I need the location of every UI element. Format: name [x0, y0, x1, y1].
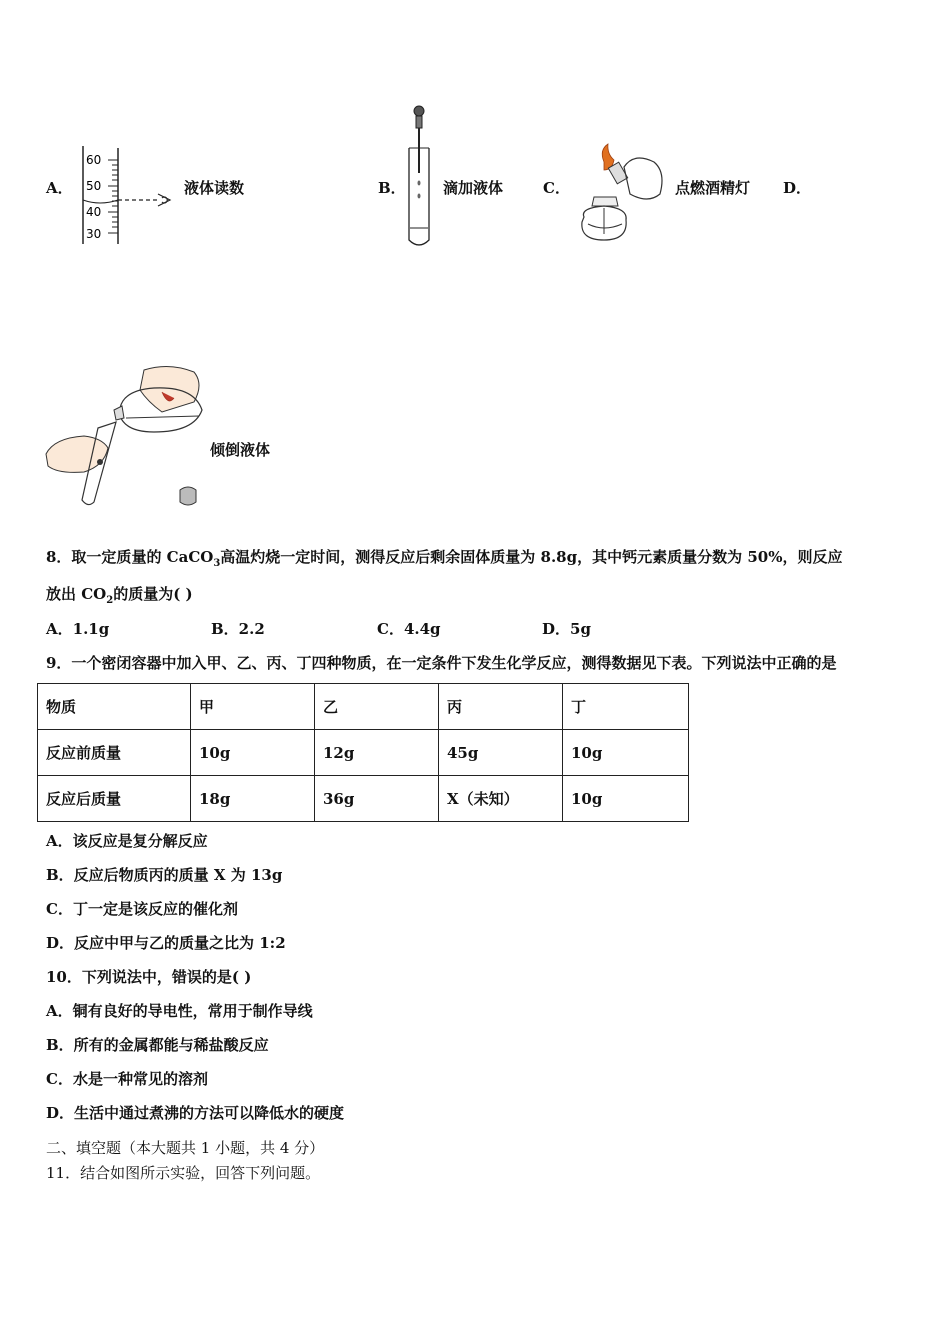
q10-option-a: A．铜有良好的导电性，常用于制作导线: [46, 1002, 313, 1020]
option-b-caption: 滴加液体: [443, 179, 504, 197]
table-row: [38, 776, 689, 822]
table-row: [38, 684, 689, 730]
q9-option-a: A．该反应是复分解反应: [46, 832, 208, 850]
option-a-caption: 液体读数: [184, 179, 245, 197]
table-cell: 反应后质量: [38, 776, 191, 822]
scale-label-50: 50: [86, 179, 102, 193]
q8-stem-line2: [46, 583, 193, 606]
q9-option-b: B．反应后物质丙的质量 X 为 13g: [46, 866, 283, 884]
option-a-letter: A．: [46, 179, 73, 197]
table-header-cell: 丙: [439, 684, 563, 730]
alcohol-lamp-lighting-icon: [574, 142, 674, 247]
table-cell: 45g: [439, 730, 563, 776]
q8-stem-line1-pre: 8．取一定质量的 CaCO: [46, 548, 214, 566]
q8-option-b: B．2.2: [211, 620, 265, 638]
option-c-caption: 点燃酒精灯: [675, 179, 751, 197]
section-heading: 二、填空题（本大题共 1 小题，共 4 分）: [46, 1139, 325, 1157]
q10-option-d: D．生活中通过煮沸的方法可以降低水的硬度: [46, 1104, 345, 1122]
q10-option-c: C．水是一种常见的溶剂: [46, 1070, 208, 1088]
q11-stem: 11．结合如图所示实验，回答下列问题。: [46, 1164, 321, 1182]
option-c-letter: C．: [543, 179, 570, 197]
table-cell: 10g: [563, 730, 689, 776]
table-header-cell: 甲: [191, 684, 315, 730]
table-cell: 10g: [563, 776, 689, 822]
option-d-caption: 倾倒液体: [210, 441, 271, 459]
table-cell: 10g: [191, 730, 315, 776]
scale-label-60: 60: [86, 153, 102, 167]
q9-option-d: D．反应中甲与乙的质量之比为 1:2: [46, 934, 286, 952]
option-b-letter: B．: [378, 179, 406, 197]
q8-option-a: A．1.1g: [46, 620, 110, 638]
option-d-letter: D．: [783, 179, 812, 197]
table-cell: 36g: [315, 776, 439, 822]
table-cell: 18g: [191, 776, 315, 822]
table-cell: X（未知）: [439, 776, 563, 822]
q10-stem: 10．下列说法中，错误的是( ): [46, 968, 252, 986]
q8-option-c: C．4.4g: [377, 620, 441, 638]
q9-data-table: [37, 683, 689, 822]
q8-stem-line2-sub: 2: [106, 595, 114, 606]
q9-option-c: C．丁一定是该反应的催化剂: [46, 900, 238, 918]
table-cell: 12g: [315, 730, 439, 776]
q8-stem-line1-sub: 3: [213, 558, 221, 569]
q8-stem-line2-post: 的质量为( ): [113, 585, 193, 603]
table-row: [38, 730, 689, 776]
scale-label-30: 30: [86, 227, 102, 241]
table-header-cell: 乙: [315, 684, 439, 730]
dropper-test-tube-icon: [405, 103, 435, 248]
table-header-cell: 丁: [563, 684, 689, 730]
pouring-liquid-icon: [44, 362, 214, 512]
graduated-cylinder-reading-icon: [78, 146, 178, 246]
q8-stem-line2-pre: 放出 CO: [46, 585, 107, 603]
q9-stem: 9．一个密闭容器中加入甲、乙、丙、丁四种物质，在一定条件下发生化学反应，测得数据见下表。下列说法中正确的是: [46, 654, 837, 672]
q8-stem-line1: [46, 546, 842, 569]
table-header-cell: 物质: [38, 684, 191, 730]
q10-option-b: B．所有的金属都能与稀盐酸反应: [46, 1036, 269, 1054]
q8-stem-line1-post: 高温灼烧一定时间，测得反应后剩余固体质量为 8.8g，其中钙元素质量分数为 50%，则反应: [220, 548, 843, 566]
q8-option-d: D．5g: [542, 620, 591, 638]
scale-label-40: 40: [86, 205, 102, 219]
table-cell: 反应前质量: [38, 730, 191, 776]
